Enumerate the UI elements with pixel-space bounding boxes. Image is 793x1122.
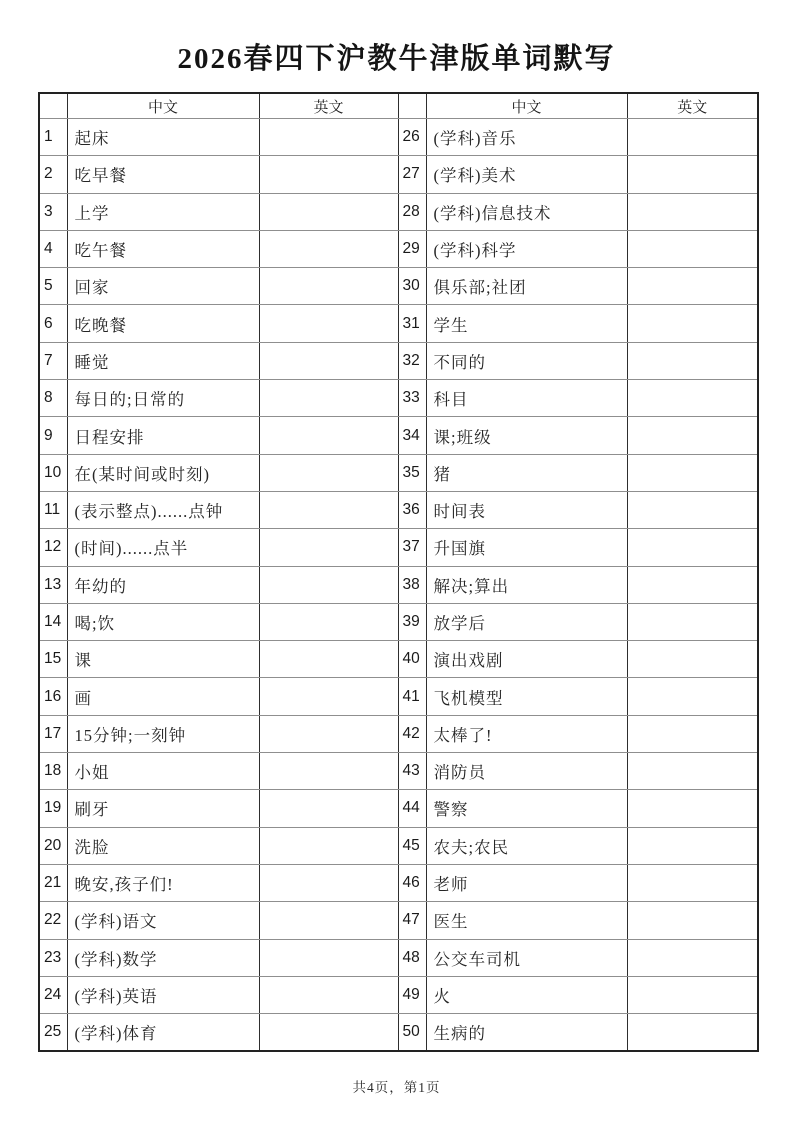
row-number: 29 [398,230,426,267]
english-answer-blank [627,268,758,305]
english-answer-blank [627,342,758,379]
english-answer-blank [259,156,398,193]
chinese-text: 小姐 [67,753,259,790]
english-answer-blank [627,753,758,790]
table-row [39,491,758,528]
chinese-text: 睡觉 [67,342,259,379]
row-number: 4 [39,230,67,267]
chinese-text: 太棒了! [426,715,627,752]
chinese-text: (学科)数学 [67,939,259,976]
english-answer-blank [259,119,398,156]
english-answer-blank [259,641,398,678]
vocabulary-table [38,92,759,1052]
table-row [39,268,758,305]
row-number: 12 [39,529,67,566]
row-number: 23 [39,939,67,976]
english-answer-blank [627,603,758,640]
english-answer-blank [627,491,758,528]
english-header-left: 英文 [259,93,398,119]
table-row [39,119,758,156]
table-row [39,753,758,790]
english-answer-blank [259,566,398,603]
chinese-text: (学科)音乐 [426,119,627,156]
chinese-text: 科目 [426,380,627,417]
english-answer-blank [259,417,398,454]
table-row [39,641,758,678]
row-number: 26 [398,119,426,156]
row-number: 8 [39,380,67,417]
corner-cell-left [39,93,67,119]
chinese-text: 15分钟;一刻钟 [67,715,259,752]
row-number: 19 [39,790,67,827]
chinese-text: 喝;饮 [67,603,259,640]
chinese-text: 课;班级 [426,417,627,454]
english-answer-blank [259,715,398,752]
english-answer-blank [627,156,758,193]
chinese-text: 学生 [426,305,627,342]
row-number: 5 [39,268,67,305]
row-number: 38 [398,566,426,603]
row-number: 48 [398,939,426,976]
chinese-text: 吃午餐 [67,230,259,267]
english-answer-blank [627,193,758,230]
row-number: 3 [39,193,67,230]
row-number: 32 [398,342,426,379]
row-number: 28 [398,193,426,230]
table-row [39,529,758,566]
english-answer-blank [627,902,758,939]
chinese-text: 农夫;农民 [426,827,627,864]
table-row [39,827,758,864]
row-number: 21 [39,864,67,901]
english-answer-blank [627,939,758,976]
row-number: 34 [398,417,426,454]
chinese-text: 放学后 [426,603,627,640]
chinese-text: 刷牙 [67,790,259,827]
row-number: 1 [39,119,67,156]
row-number: 25 [39,1014,67,1052]
chinese-text: 飞机模型 [426,678,627,715]
english-answer-blank [259,827,398,864]
row-number: 9 [39,417,67,454]
chinese-text: 升国旗 [426,529,627,566]
chinese-text: (学科)体育 [67,1014,259,1052]
chinese-text: 起床 [67,119,259,156]
row-number: 22 [39,902,67,939]
english-answer-blank [259,976,398,1013]
chinese-text: 火 [426,976,627,1013]
table-row [39,715,758,752]
row-number: 36 [398,491,426,528]
english-answer-blank [627,305,758,342]
chinese-text: 画 [67,678,259,715]
table-row [39,603,758,640]
english-answer-blank [627,417,758,454]
table-row [39,864,758,901]
row-number: 49 [398,976,426,1013]
row-number: 16 [39,678,67,715]
english-answer-blank [259,380,398,417]
chinese-header-left: 中文 [67,93,259,119]
row-number: 17 [39,715,67,752]
english-answer-blank [259,268,398,305]
chinese-text: 每日的;日常的 [67,380,259,417]
chinese-text: 年幼的 [67,566,259,603]
row-number: 33 [398,380,426,417]
chinese-text: 晚安,孩子们! [67,864,259,901]
table-row [39,454,758,491]
chinese-text: 时间表 [426,491,627,528]
page-footer: 共4页，第1页 [352,1080,441,1095]
corner-cell-right [398,93,426,119]
table-row [39,790,758,827]
english-answer-blank [259,305,398,342]
english-answer-blank [627,790,758,827]
english-answer-blank [259,342,398,379]
table-row [39,1014,758,1052]
english-answer-blank [627,119,758,156]
english-answer-blank [259,864,398,901]
row-number: 50 [398,1014,426,1052]
english-answer-blank [259,454,398,491]
chinese-text: 生病的 [426,1014,627,1052]
row-number: 44 [398,790,426,827]
english-answer-blank [627,678,758,715]
chinese-text: (学科)美术 [426,156,627,193]
row-number: 15 [39,641,67,678]
table-row [39,342,758,379]
english-answer-blank [627,864,758,901]
page-title: 2026春四下沪教牛津版单词默写 [177,43,616,75]
chinese-text: 上学 [67,193,259,230]
chinese-text: 警察 [426,790,627,827]
table-row [39,566,758,603]
table-row [39,939,758,976]
chinese-text: 吃晚餐 [67,305,259,342]
english-answer-blank [259,939,398,976]
chinese-text: 老师 [426,864,627,901]
row-number: 42 [398,715,426,752]
row-number: 46 [398,864,426,901]
chinese-text: 俱乐部;社团 [426,268,627,305]
english-answer-blank [627,566,758,603]
english-answer-blank [259,678,398,715]
row-number: 27 [398,156,426,193]
chinese-header-right: 中文 [426,93,627,119]
row-number: 13 [39,566,67,603]
english-answer-blank [627,715,758,752]
row-number: 35 [398,454,426,491]
table-row [39,678,758,715]
chinese-text: (学科)语文 [67,902,259,939]
row-number: 31 [398,305,426,342]
chinese-text: 解决;算出 [426,566,627,603]
row-number: 47 [398,902,426,939]
table-header-row [39,93,758,119]
chinese-text: 不同的 [426,342,627,379]
table-row [39,305,758,342]
row-number: 41 [398,678,426,715]
english-answer-blank [627,380,758,417]
row-number: 7 [39,342,67,379]
chinese-text: 公交车司机 [426,939,627,976]
chinese-text: 洗脸 [67,827,259,864]
chinese-text: (时间)......点半 [67,529,259,566]
row-number: 20 [39,827,67,864]
table-row [39,380,758,417]
english-answer-blank [259,790,398,827]
english-answer-blank [259,193,398,230]
row-number: 24 [39,976,67,1013]
chinese-text: 吃早餐 [67,156,259,193]
english-answer-blank [627,641,758,678]
row-number: 37 [398,529,426,566]
english-answer-blank [259,1014,398,1052]
chinese-text: (学科)英语 [67,976,259,1013]
chinese-text: 猪 [426,454,627,491]
row-number: 11 [39,491,67,528]
table-row [39,902,758,939]
row-number: 6 [39,305,67,342]
table-row [39,230,758,267]
table-row [39,976,758,1013]
chinese-text: 医生 [426,902,627,939]
english-answer-blank [627,454,758,491]
table-row [39,193,758,230]
chinese-text: (学科)信息技术 [426,193,627,230]
row-number: 10 [39,454,67,491]
english-answer-blank [627,529,758,566]
row-number: 45 [398,827,426,864]
english-answer-blank [259,491,398,528]
english-answer-blank [259,902,398,939]
row-number: 14 [39,603,67,640]
chinese-text: 课 [67,641,259,678]
english-answer-blank [259,753,398,790]
chinese-text: 消防员 [426,753,627,790]
table-row [39,156,758,193]
chinese-text: 回家 [67,268,259,305]
english-answer-blank [259,529,398,566]
english-header-right: 英文 [627,93,758,119]
chinese-text: (学科)科学 [426,230,627,267]
english-answer-blank [627,827,758,864]
chinese-text: 演出戏剧 [426,641,627,678]
english-answer-blank [259,603,398,640]
english-answer-blank [627,1014,758,1052]
row-number: 2 [39,156,67,193]
row-number: 40 [398,641,426,678]
english-answer-blank [627,230,758,267]
english-answer-blank [627,976,758,1013]
english-answer-blank [259,230,398,267]
row-number: 39 [398,603,426,640]
chinese-text: 日程安排 [67,417,259,454]
row-number: 30 [398,268,426,305]
chinese-text: (表示整点)......点钟 [67,491,259,528]
row-number: 18 [39,753,67,790]
chinese-text: 在(某时间或时刻) [67,454,259,491]
table-row [39,417,758,454]
row-number: 43 [398,753,426,790]
